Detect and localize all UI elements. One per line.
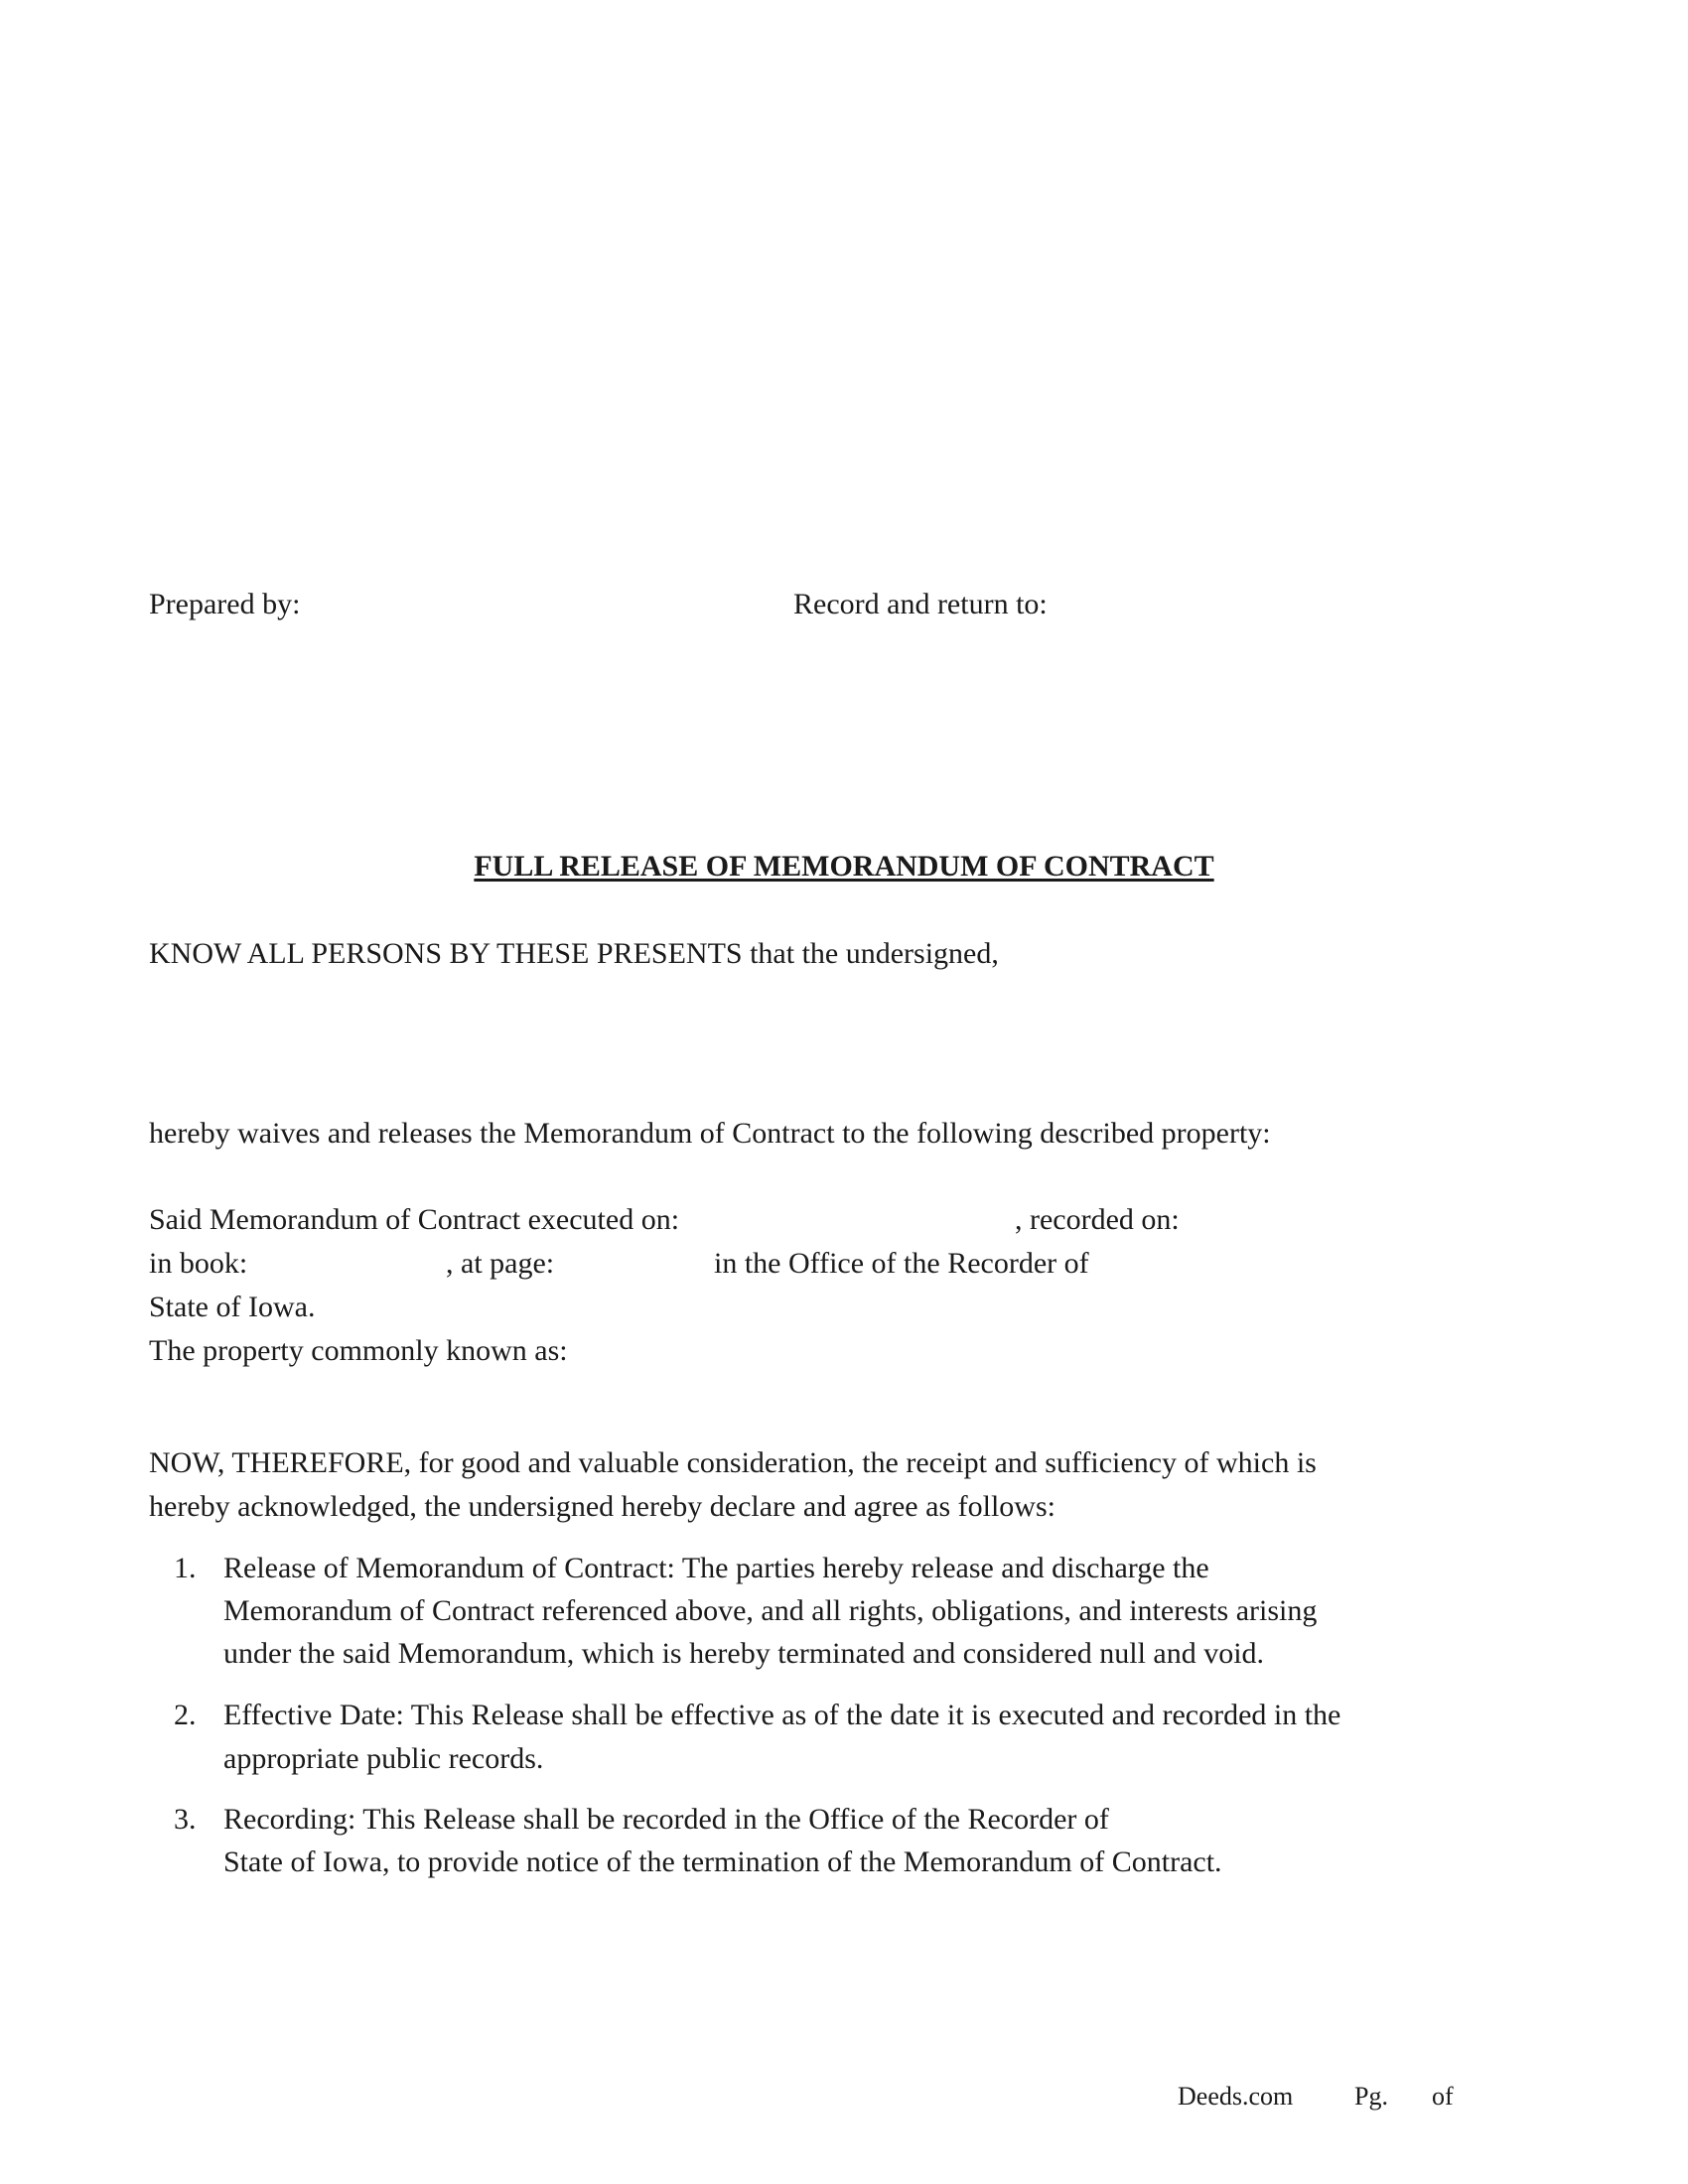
prepared-by-label: Prepared by:: [149, 588, 301, 620]
intro-text: KNOW ALL PERSONS BY THESE PRESENTS that the undersigned,: [149, 937, 999, 970]
item-line: State of Iowa, to provide notice of the termination of the Memorandum of Contract.: [223, 1845, 1222, 1878]
therefore-line-1: NOW, THEREFORE, for good and valuable consideration, the receipt and sufficiency of which is: [149, 1446, 1317, 1479]
known-as-label: The property commonly known as:: [149, 1334, 568, 1367]
item-number: 1.: [174, 1552, 197, 1584]
footer-site: Deeds.com: [1178, 2082, 1294, 2111]
document-title: FULL RELEASE OF MEMORANDUM OF CONTRACT: [474, 850, 1214, 883]
waives-text: hereby waives and releases the Memorandum of Contract to the following described property:: [149, 1117, 1271, 1150]
item-line: under the said Memorandum, which is hereby terminated and considered null and void.: [223, 1637, 1265, 1670]
item-line: Recording: This Release shall be recorded in the Office of the Recorder of: [223, 1803, 1109, 1836]
item-number: 3.: [174, 1803, 197, 1836]
executed-on-label: Said Memorandum of Contract executed on:: [149, 1203, 680, 1236]
at-page-label: , at page:: [446, 1247, 555, 1280]
item-line: appropriate public records.: [223, 1742, 544, 1775]
recorder-office-text: in the Office of the Recorder of: [714, 1247, 1089, 1280]
footer-page-label: Pg.: [1354, 2082, 1388, 2111]
item-line: Effective Date: This Release shall be effective as of the date it is executed and recorded in the: [223, 1699, 1341, 1731]
in-book-label: in book:: [149, 1247, 248, 1280]
item-number: 2.: [174, 1699, 197, 1731]
recorded-on-label: , recorded on:: [1015, 1203, 1180, 1236]
item-line: Memorandum of Contract referenced above, and all rights, obligations, and interests arising: [223, 1594, 1318, 1627]
state-text: State of Iowa.: [149, 1291, 316, 1323]
therefore-line-2: hereby acknowledged, the undersigned hereby declare and agree as follows:: [149, 1490, 1055, 1523]
footer-of-label: of: [1432, 2082, 1454, 2111]
record-return-label: Record and return to:: [793, 588, 1048, 620]
item-line: Release of Memorandum of Contract: The parties hereby release and discharge the: [223, 1552, 1209, 1584]
